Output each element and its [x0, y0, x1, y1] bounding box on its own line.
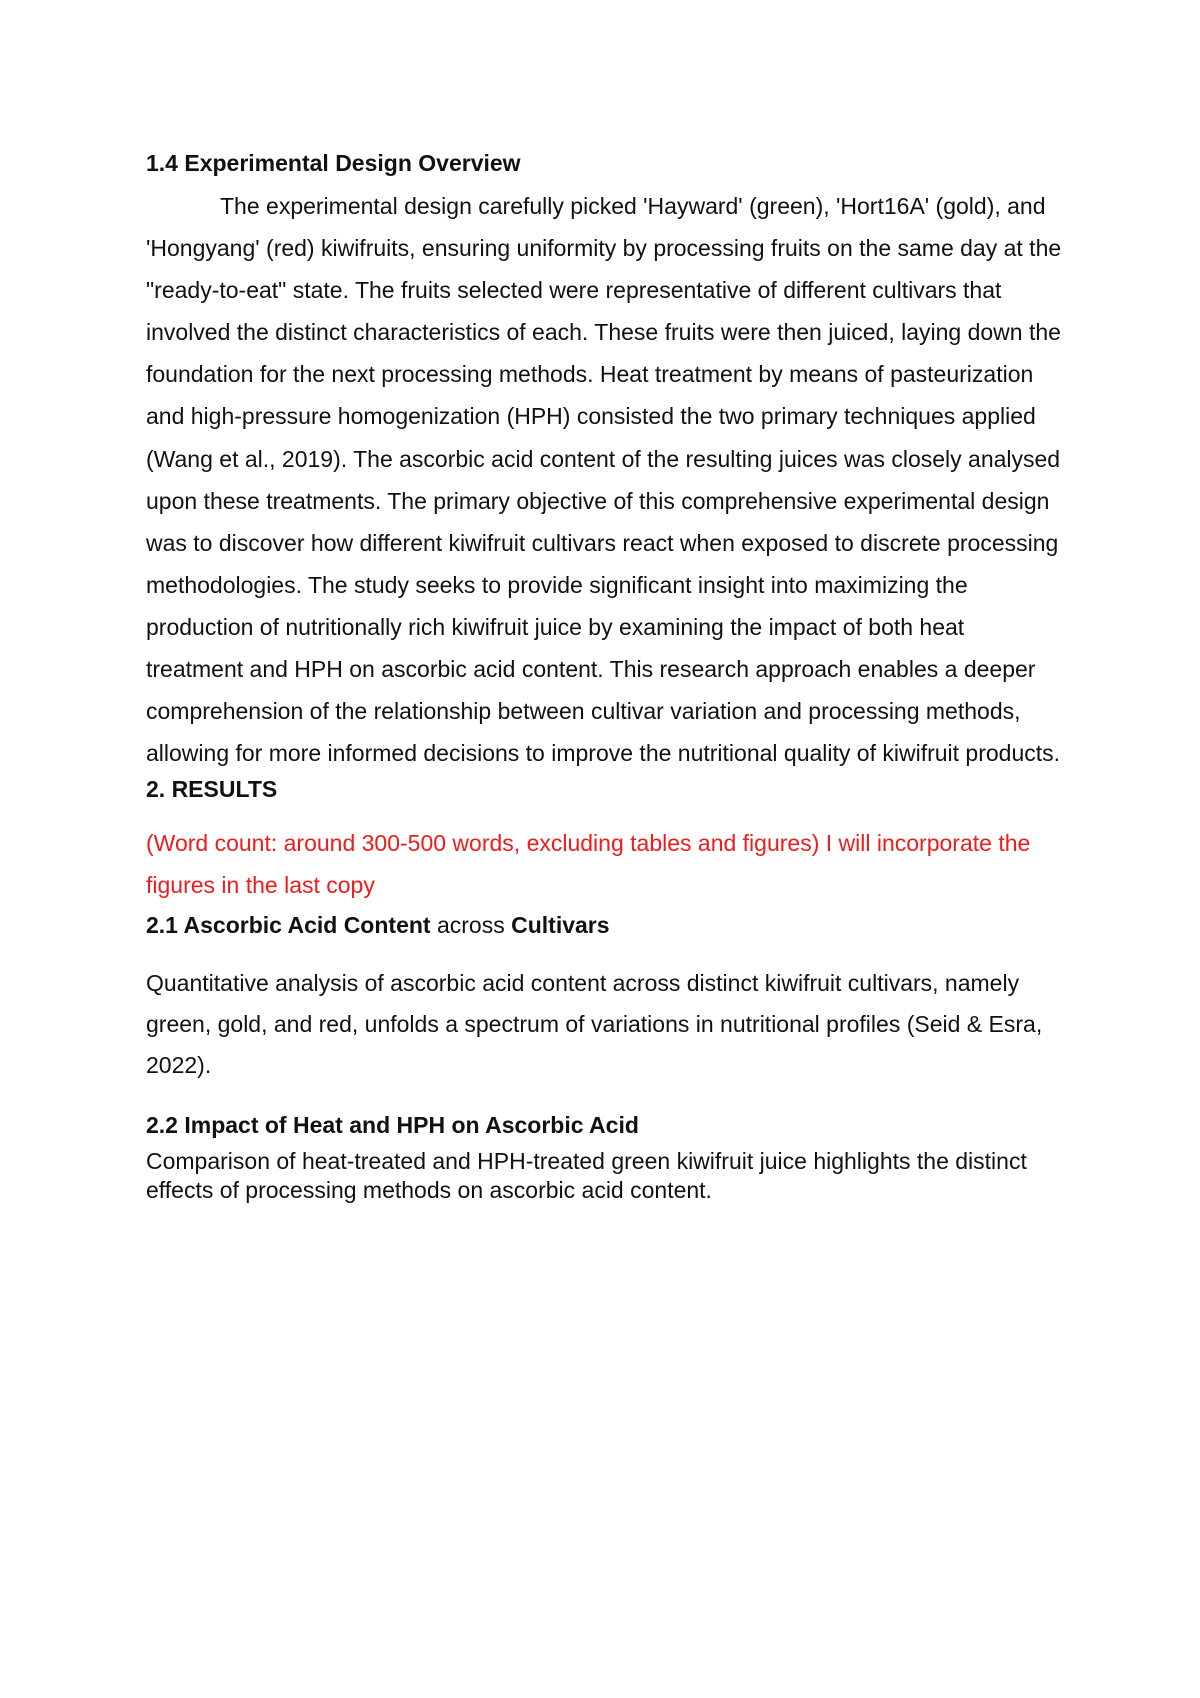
section-2-1-heading-part3: Cultivars	[511, 912, 610, 939]
section-2-2-heading: 2.2 Impact of Heat and HPH on Ascorbic Acid	[146, 1112, 639, 1139]
section-2-2-paragraph: Comparison of heat-treated and HPH-treated green kiwifruit juice highlights the distinct effects of processing methods on ascorbic acid content.	[146, 1148, 1027, 1204]
section-1-4-heading: 1.4 Experimental Design Overview	[146, 150, 521, 176]
results-word-count-note: (Word count: around 300-500 words, excluding tables and figures) I will incorporate the figures in the last copy	[146, 830, 1031, 899]
section-1-4-paragraph: The experimental design carefully picked 'Hayward' (green), 'Hort16A' (gold), and 'Hongyang' (red) kiwifruits, ensuring uniformity by processing fruits on the same day at the "ready-to-eat" state. The fruits selected were representative of different cultivars that involved the distinct characteristics of each. These fruits were then juiced, laying down the foundation for the next processing methods. Heat treatment by means of pasteurization and high-pressure homogenization (HPH) consisted the two primary techniques applied (Wang et al., 2019). The ascorbic acid content of the resulting juices was closely analysed upon these treatments. The primary objective of this comprehensive experimental design was to discover how different kiwifruit cultivars react when exposed to discrete processing methodologies. The study seeks to provide significant insight into maximizing the production of nutritionally rich kiwifruit juice by examining the impact of both heat treatment and HPH on ascorbic acid content. This research approach enables a deeper comprehension of the relationship between cultivar variation and processing methods, allowing for more informed decisions to improve the nutritional quality of kiwifruit products.	[146, 193, 1062, 767]
section-2-1-heading-part1: 2.1 Ascorbic Acid Content	[146, 912, 431, 939]
results-heading: 2. RESULTS	[146, 776, 278, 803]
section-2-1-heading-part2: across	[430, 912, 512, 939]
section-2-1-heading	[146, 910, 1066, 941]
document-content	[146, 148, 1066, 1205]
section-2-1-paragraph: Quantitative analysis of ascorbic acid content across distinct kiwifruit cultivars, namely green, gold, and red, unfolds a spectrum of variations in nutritional profiles (Seid & Esra, 2022).	[146, 970, 1043, 1079]
